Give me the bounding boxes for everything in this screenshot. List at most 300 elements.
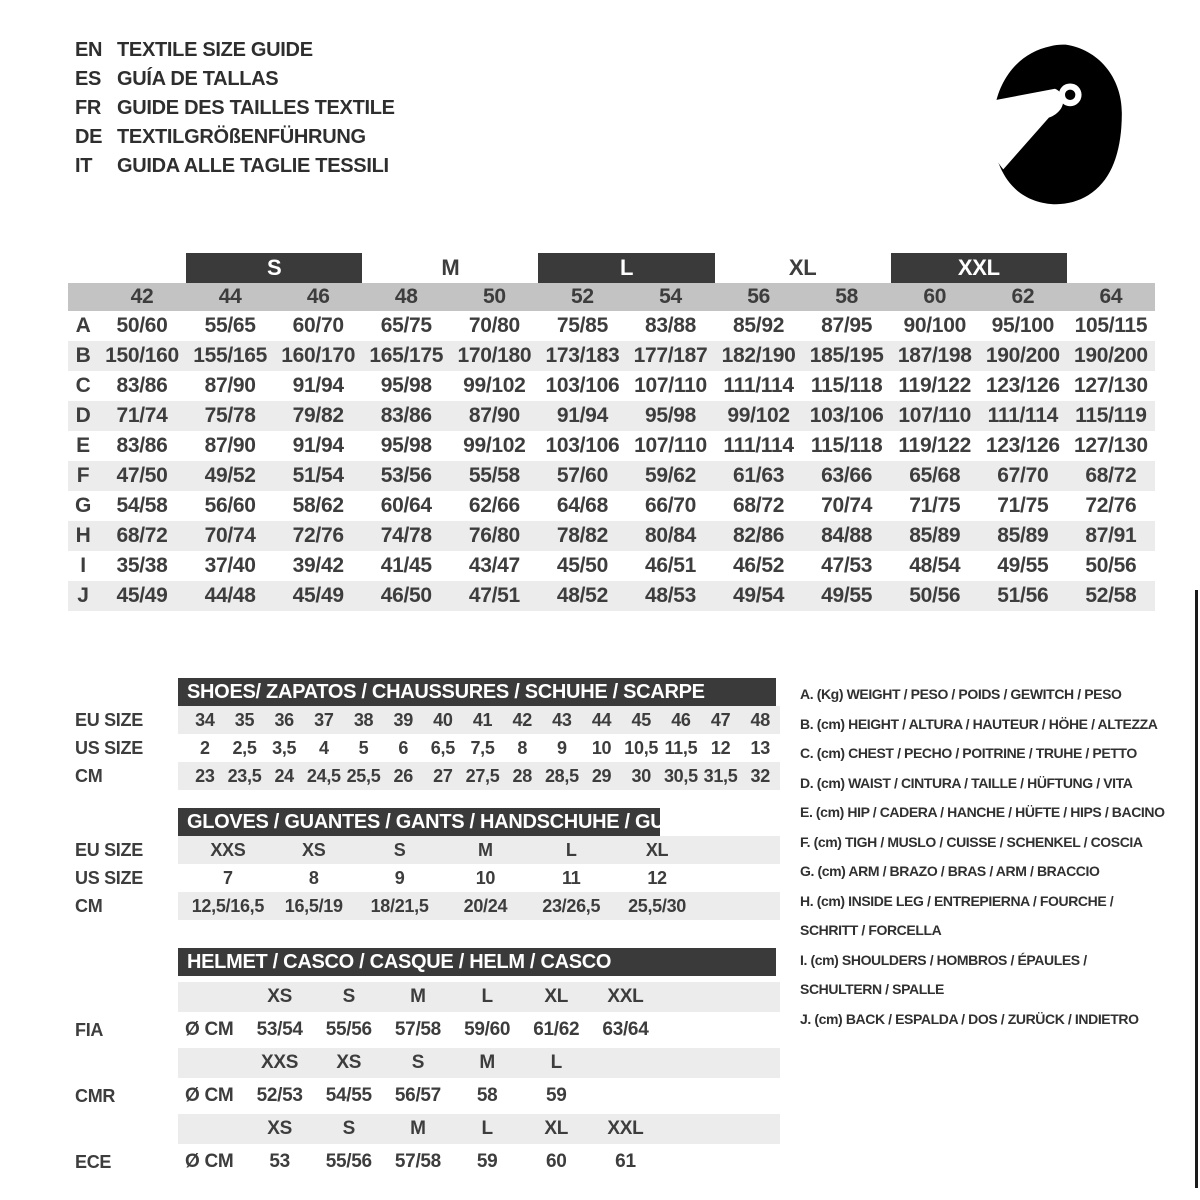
helmet-size-cell xyxy=(591,1078,660,1114)
table-row-e xyxy=(68,431,1155,461)
size-cell: 185/195 xyxy=(809,344,884,367)
shoe-size-cell: 45 xyxy=(631,710,651,730)
table-row-g xyxy=(68,491,1155,521)
row-label: CM xyxy=(75,766,103,786)
numeric-size-cell: 62 xyxy=(1011,285,1035,308)
size-group-l: L xyxy=(538,253,714,283)
numeric-size-cell: 46 xyxy=(306,285,330,308)
shoe-size-cell: 26 xyxy=(393,766,413,786)
glove-size-cell: 12,5/16,5 xyxy=(191,896,265,916)
numeric-size-cell: 60 xyxy=(923,285,947,308)
table-row-f xyxy=(68,461,1155,491)
size-cell: 83/86 xyxy=(380,404,432,427)
helmet-size-cell: 58 xyxy=(476,1085,498,1106)
row-label xyxy=(68,283,98,311)
diameter-unit-label: Ø CM xyxy=(185,1151,234,1172)
legend-line: G. (cm) ARM / BRAZO / BRAS / ARM / BRACCIO xyxy=(800,863,1100,879)
helmet-size-cell: 61 xyxy=(615,1151,636,1172)
row-label: D xyxy=(75,404,91,427)
guide-title: GUIDE DES TAILLES TEXTILE xyxy=(117,97,395,119)
shoe-size-cell: 6,5 xyxy=(430,738,455,758)
shoe-size-cell: 28,5 xyxy=(544,766,579,786)
size-cell: 60/64 xyxy=(380,494,432,517)
language-code: FR xyxy=(75,97,102,119)
size-cell: 83/86 xyxy=(116,434,168,457)
helmet-size-cell: M xyxy=(410,986,426,1007)
size-cell: 65/75 xyxy=(380,314,432,337)
racing-helmet-icon xyxy=(982,40,1134,217)
gloves-us-row xyxy=(75,864,785,892)
table-row-i xyxy=(68,551,1155,581)
size-cell: 95/98 xyxy=(380,374,432,397)
language-title-block xyxy=(75,36,395,181)
numeric-size-cell: 50 xyxy=(482,285,506,308)
size-cell: 190/200 xyxy=(985,344,1060,367)
size-cell: 103/106 xyxy=(809,404,884,427)
size-cell: 48/52 xyxy=(556,584,608,607)
size-cell: 49/55 xyxy=(997,554,1049,577)
standard-label: ECE xyxy=(75,1152,112,1172)
helmet-size-cell: S xyxy=(342,1118,355,1139)
size-cell: 187/198 xyxy=(897,344,972,367)
size-cell: 127/130 xyxy=(1073,434,1148,457)
size-cell: 76/80 xyxy=(468,524,520,547)
size-cell: 115/118 xyxy=(810,374,883,397)
size-cell: 160/170 xyxy=(281,344,356,367)
size-cell: 63/66 xyxy=(821,464,873,487)
diameter-unit-label: Ø CM xyxy=(185,1085,234,1106)
size-cell: 45/50 xyxy=(556,554,608,577)
size-cell: 71/74 xyxy=(116,404,168,427)
shoe-size-cell: 31,5 xyxy=(703,766,738,786)
shoe-size-cell: 38 xyxy=(353,710,374,730)
glove-size-cell: 18/21,5 xyxy=(370,896,429,916)
size-cell: 95/100 xyxy=(991,314,1055,337)
gloves-section-header xyxy=(178,808,710,836)
size-cell: 95/98 xyxy=(380,434,432,457)
glove-size-cell: 20/24 xyxy=(463,896,508,916)
standard-label: FIA xyxy=(75,1020,104,1040)
row-label: C xyxy=(75,374,91,397)
row-label: I xyxy=(80,554,86,577)
guide-title: TEXTILGRÖßENFÜHRUNG xyxy=(117,126,366,148)
legend-line: A. (Kg) WEIGHT / PESO / POIDS / GEWITCH / PESO xyxy=(800,686,1122,702)
shoes-section-title: SHOES/ ZAPATOS / CHAUSSURES / SCHUHE / SCARPE xyxy=(187,681,705,703)
helmet-ece-sizes-row xyxy=(75,1114,785,1144)
helmet-cmr-sizes-row xyxy=(75,1048,785,1078)
row-label: G xyxy=(74,494,92,517)
size-cell: 41/45 xyxy=(380,554,432,577)
row-label: E xyxy=(76,434,90,457)
size-cell: 50/60 xyxy=(116,314,168,337)
shoe-size-cell: 12 xyxy=(710,738,731,758)
legend-line: J. (cm) BACK / ESPALDA / DOS / ZURÜCK / INDIETRO xyxy=(800,1010,1139,1027)
glove-size-cell: L xyxy=(565,840,577,860)
row-label: EU SIZE xyxy=(75,840,143,860)
size-cell: 111/114 xyxy=(723,374,794,397)
helmet-size-cell: XL xyxy=(544,986,569,1007)
size-cell: 107/110 xyxy=(634,374,707,397)
shoes-us-row xyxy=(75,734,785,762)
size-cell: 115/119 xyxy=(1075,404,1147,427)
size-cell: 51/56 xyxy=(997,584,1049,607)
numeric-size-cell: 56 xyxy=(747,285,770,308)
size-cell: 87/95 xyxy=(821,314,873,337)
helmet-size-cell: 56/57 xyxy=(394,1085,441,1106)
measurement-legend xyxy=(800,680,1200,1034)
helmet-size-cell: XS xyxy=(336,1052,362,1073)
guide-title: TEXTILE SIZE GUIDE xyxy=(117,39,313,61)
shoe-size-cell: 40 xyxy=(433,710,453,730)
size-cell: 91/94 xyxy=(556,404,608,427)
helmet-size-cell: L xyxy=(481,986,493,1007)
language-row xyxy=(75,36,395,65)
language-code: IT xyxy=(75,155,93,177)
table-row-d xyxy=(68,401,1155,431)
language-row xyxy=(75,152,395,181)
size-cell: 87/90 xyxy=(204,434,256,457)
apparel-size-table xyxy=(68,253,1155,611)
size-cell: 35/38 xyxy=(116,554,168,577)
shoe-size-cell: 13 xyxy=(750,738,770,758)
helmet-size-cell: 60 xyxy=(546,1151,567,1172)
size-cell: 65/68 xyxy=(909,464,961,487)
size-group-xl: XL xyxy=(788,255,817,280)
helmet-size-cell: 53/54 xyxy=(256,1019,303,1040)
size-cell: 54/58 xyxy=(116,494,168,517)
numeric-size-row xyxy=(68,283,1155,311)
size-cell: 57/60 xyxy=(556,464,608,487)
helmet-size-cell: M xyxy=(410,1118,426,1139)
size-cell: 99/102 xyxy=(463,434,526,457)
size-cell: 46/50 xyxy=(380,584,432,607)
size-cell: 68/72 xyxy=(116,524,168,547)
size-cell: 55/58 xyxy=(468,464,520,487)
size-cell: 111/114 xyxy=(987,404,1058,427)
size-group-spacer xyxy=(1067,253,1155,283)
size-cell: 70/74 xyxy=(204,524,256,547)
glove-size-cell: XS xyxy=(302,840,326,860)
helmet-ece-values-row xyxy=(75,1144,785,1180)
glove-size-cell: 10 xyxy=(475,868,496,888)
row-label: B xyxy=(75,344,91,367)
helmet-size-cell: 54/55 xyxy=(325,1085,372,1106)
size-cell: 150/160 xyxy=(105,344,179,367)
size-cell: 71/75 xyxy=(997,494,1049,517)
size-cell: 119/122 xyxy=(898,374,972,397)
size-cell: 49/52 xyxy=(204,464,256,487)
size-cell: 59/62 xyxy=(644,464,697,487)
size-cell: 95/98 xyxy=(644,404,697,427)
helmet-size-cell: 59 xyxy=(546,1085,567,1106)
size-cell: 45/49 xyxy=(292,584,344,607)
row-label: F xyxy=(76,464,90,487)
legend-line: E. (cm) HIP / CADERA / HANCHE / HÜFTE / HIPS / BACINO xyxy=(800,804,1165,820)
numeric-size-cell: 52 xyxy=(571,285,594,308)
shoe-size-cell: 7,5 xyxy=(470,738,495,758)
size-cell: 39/42 xyxy=(292,554,344,577)
helmet-size-cell: XS xyxy=(267,986,292,1007)
helmet-fia-values-row xyxy=(75,1012,785,1048)
legend-line: D. (cm) WAIST / CINTURA / TAILLE / HÜFTUNG / VITA xyxy=(800,774,1133,791)
language-row xyxy=(75,94,395,123)
gloves-section-title: GLOVES / GUANTES / GANTS / HANDSCHUHE / GUANTI xyxy=(187,811,710,833)
size-cell: 71/75 xyxy=(909,494,961,517)
shoe-size-cell: 2,5 xyxy=(232,738,257,758)
helmet-size-cell: M xyxy=(479,1052,495,1073)
size-cell: 48/53 xyxy=(644,584,697,607)
helmet-size-cell: XXL xyxy=(607,986,644,1007)
size-cell: 78/82 xyxy=(556,524,608,547)
size-cell: 107/110 xyxy=(634,434,707,457)
shoe-size-cell: 25,5 xyxy=(346,766,381,786)
size-cell: 72/76 xyxy=(1085,494,1137,517)
shoe-size-cell: 35 xyxy=(234,710,255,730)
helmet-section-title: HELMET / CASCO / CASQUE / HELM / CASCO xyxy=(187,951,612,973)
size-group-header-row xyxy=(68,253,1155,283)
glove-size-cell: 16,5/19 xyxy=(284,896,343,916)
diameter-unit-label: Ø CM xyxy=(185,1019,234,1040)
table-row-c xyxy=(68,371,1155,401)
table-row-h xyxy=(68,521,1155,551)
size-cell: 182/190 xyxy=(721,344,796,367)
size-cell: 51/54 xyxy=(292,464,344,487)
table-row-a xyxy=(68,311,1155,341)
helmet-size-cell: 59/60 xyxy=(464,1019,511,1040)
row-label: J xyxy=(77,584,89,607)
shoes-cm-row xyxy=(75,762,785,790)
helmet-cmr-values-row xyxy=(75,1078,785,1114)
language-row xyxy=(75,123,395,152)
size-cell: 103/106 xyxy=(545,374,620,397)
size-cell: 90/100 xyxy=(903,314,966,337)
size-cell: 79/82 xyxy=(292,404,344,427)
glove-size-cell: 7 xyxy=(223,868,233,888)
numeric-size-cell: 42 xyxy=(130,285,154,308)
size-cell: 46/51 xyxy=(644,554,697,577)
size-cell: 70/74 xyxy=(821,494,873,517)
helmet-size-cell: 53 xyxy=(269,1151,290,1172)
helmet-size-cell xyxy=(591,1048,660,1078)
size-cell: 53/56 xyxy=(380,464,432,487)
shoe-size-cell: 2 xyxy=(199,738,210,758)
size-cell: 85/89 xyxy=(997,524,1049,547)
size-group-s: S xyxy=(186,253,362,283)
size-cell: 83/88 xyxy=(644,314,697,337)
glove-size-cell: XL xyxy=(645,840,669,860)
shoe-size-cell: 44 xyxy=(591,710,612,730)
helmet-size-cell: S xyxy=(342,986,355,1007)
legend-line: SCHRITT / FORCELLA xyxy=(800,922,942,938)
shoe-size-cell: 30 xyxy=(631,766,651,786)
shoe-size-cell: 23 xyxy=(195,766,215,786)
size-cell: 46/52 xyxy=(733,554,785,577)
shoe-size-cell: 42 xyxy=(512,710,532,730)
size-cell: 85/92 xyxy=(733,314,785,337)
shoe-size-cell: 11,5 xyxy=(664,738,698,758)
size-cell: 50/56 xyxy=(1085,554,1137,577)
glove-size-cell: 12 xyxy=(647,868,667,888)
helmet-size-cell: XS xyxy=(267,1118,292,1139)
gloves-eu-row xyxy=(75,836,785,864)
table-row-b xyxy=(68,341,1155,371)
shoe-size-cell: 27,5 xyxy=(465,766,500,786)
shoe-size-cell: 39 xyxy=(393,710,413,730)
shoe-size-cell: 41 xyxy=(472,710,493,730)
shoe-size-cell: 47 xyxy=(710,710,731,730)
shoe-size-cell: 36 xyxy=(274,710,294,730)
helmet-size-cell: 57/58 xyxy=(394,1019,441,1040)
shoes-eu-row xyxy=(75,706,785,734)
shoes-size-table xyxy=(75,678,785,790)
size-cell: 60/70 xyxy=(292,314,344,337)
shoe-size-cell: 23,5 xyxy=(227,766,262,786)
row-label: H xyxy=(75,524,91,547)
language-code: DE xyxy=(75,126,103,148)
size-cell: 74/78 xyxy=(380,524,432,547)
size-cell: 47/53 xyxy=(821,554,873,577)
numeric-size-cell: 48 xyxy=(394,285,418,308)
legend-line: H. (cm) INSIDE LEG / ENTREPIERNA / FOURCHE / xyxy=(800,892,1114,909)
size-cell: 68/72 xyxy=(1085,464,1137,487)
guide-title: GUIDA ALLE TAGLIE TESSILI xyxy=(117,155,389,177)
row-label: EU SIZE xyxy=(75,710,143,730)
size-cell: 58/62 xyxy=(292,494,344,517)
glove-size-cell: 8 xyxy=(308,868,319,888)
glove-size-cell: 9 xyxy=(394,868,405,888)
size-cell: 99/102 xyxy=(463,374,526,397)
glove-size-cell: 23/26,5 xyxy=(542,896,601,916)
size-cell: 99/102 xyxy=(727,404,790,427)
size-cell: 80/84 xyxy=(644,524,697,547)
shoe-size-cell: 34 xyxy=(195,710,215,730)
size-cell: 75/85 xyxy=(556,314,608,337)
size-cell: 111/114 xyxy=(723,434,794,457)
size-cell: 170/180 xyxy=(457,344,532,367)
size-cell: 45/49 xyxy=(116,584,168,607)
size-cell: 165/175 xyxy=(369,344,444,367)
helmet-size-table xyxy=(75,948,785,1180)
helmet-size-cell: XXS xyxy=(261,1052,299,1073)
guide-title: GUÍA DE TALLAS xyxy=(117,68,279,90)
size-cell: 66/70 xyxy=(644,494,697,517)
size-cell: 44/48 xyxy=(204,584,256,607)
language-row xyxy=(75,65,395,94)
size-cell: 61/63 xyxy=(733,464,785,487)
row-label: US SIZE xyxy=(75,738,143,758)
standard-label: CMR xyxy=(75,1086,116,1106)
row-label: US SIZE xyxy=(75,868,143,888)
size-cell: 83/86 xyxy=(116,374,168,397)
glove-size-cell: 25,5/30 xyxy=(628,896,687,916)
shoe-size-cell: 3,5 xyxy=(272,738,297,758)
shoe-size-cell: 10 xyxy=(591,738,612,758)
glove-size-cell: 11 xyxy=(562,868,581,888)
helmet-size-cell: XXL xyxy=(607,1118,644,1139)
size-cell: 87/90 xyxy=(468,404,520,427)
size-cell: 85/89 xyxy=(909,524,961,547)
glove-size-cell: M xyxy=(478,840,493,860)
size-cell: 68/72 xyxy=(733,494,785,517)
size-cell: 119/122 xyxy=(898,434,972,457)
helmet-size-cell: 59 xyxy=(476,1151,498,1172)
shoe-size-cell: 4 xyxy=(318,738,329,758)
shoe-size-cell: 6 xyxy=(398,738,409,758)
size-cell: 43/47 xyxy=(468,554,520,577)
size-cell: 155/165 xyxy=(193,344,268,367)
size-cell: 55/65 xyxy=(204,314,256,337)
helmet-size-cell: 55/56 xyxy=(325,1019,372,1040)
size-cell: 75/78 xyxy=(204,404,256,427)
row-label: A xyxy=(75,314,91,337)
size-cell: 87/90 xyxy=(204,374,256,397)
size-cell: 82/86 xyxy=(733,524,785,547)
shoe-size-cell: 30,5 xyxy=(663,766,698,786)
numeric-size-cell: 64 xyxy=(1099,285,1123,308)
size-cell: 123/126 xyxy=(985,374,1060,397)
glove-size-cell: XXS xyxy=(210,840,246,860)
size-cell: 91/94 xyxy=(292,374,344,397)
size-cell: 190/200 xyxy=(1073,344,1148,367)
size-cell: 91/94 xyxy=(292,434,344,457)
shoe-size-cell: 10,5 xyxy=(624,738,659,758)
numeric-size-cell: 54 xyxy=(659,285,682,308)
helmet-size-cell: 63/64 xyxy=(602,1019,649,1040)
helmet-size-cell: S xyxy=(411,1052,425,1073)
size-group-m: M xyxy=(441,255,460,280)
shoe-size-cell: 27 xyxy=(433,766,453,786)
shoe-size-cell: 37 xyxy=(314,710,334,730)
size-cell: 47/50 xyxy=(116,464,168,487)
size-cell: 52/58 xyxy=(1085,584,1137,607)
numeric-size-cell: 58 xyxy=(835,285,859,308)
helmet-size-cell: 61/62 xyxy=(533,1019,580,1040)
numeric-size-cell: 44 xyxy=(218,285,242,308)
helmet-size-cell: L xyxy=(550,1052,562,1073)
size-cell: 49/54 xyxy=(733,584,785,607)
size-cell: 84/88 xyxy=(821,524,873,547)
legend-line: SCHULTERN / SPALLE xyxy=(800,981,944,997)
size-cell: 48/54 xyxy=(909,554,961,577)
size-cell: 87/91 xyxy=(1085,524,1137,547)
size-cell: 56/60 xyxy=(204,494,256,517)
table-row-j xyxy=(68,581,1155,611)
legend-line: F. (cm) TIGH / MUSLO / CUISSE / SCHENKEL / COSCIA xyxy=(800,833,1143,850)
size-group-spacer xyxy=(98,253,186,283)
gloves-cm-row xyxy=(75,892,785,920)
shoe-size-cell: 29 xyxy=(591,766,612,786)
shoe-size-cell: 46 xyxy=(671,710,691,730)
shoe-size-cell: 24 xyxy=(274,766,294,786)
size-cell: 70/80 xyxy=(468,314,520,337)
size-cell: 103/106 xyxy=(545,434,620,457)
language-code: EN xyxy=(75,39,103,61)
helmet-size-cell: 55/56 xyxy=(325,1151,372,1172)
size-cell: 115/118 xyxy=(810,434,883,457)
gloves-size-table xyxy=(75,808,785,920)
size-cell: 105/115 xyxy=(1074,314,1148,337)
size-cell: 37/40 xyxy=(204,554,256,577)
glove-size-cell: S xyxy=(393,840,406,860)
size-group-xxl: XXL xyxy=(891,253,1067,283)
shoes-section-header xyxy=(178,678,776,706)
size-cell: 107/110 xyxy=(898,404,972,427)
shoe-size-cell: 9 xyxy=(557,738,567,758)
size-cell: 67/70 xyxy=(997,464,1049,487)
size-cell: 49/55 xyxy=(821,584,873,607)
size-cell: 123/126 xyxy=(985,434,1060,457)
shoe-size-cell: 5 xyxy=(358,738,369,758)
